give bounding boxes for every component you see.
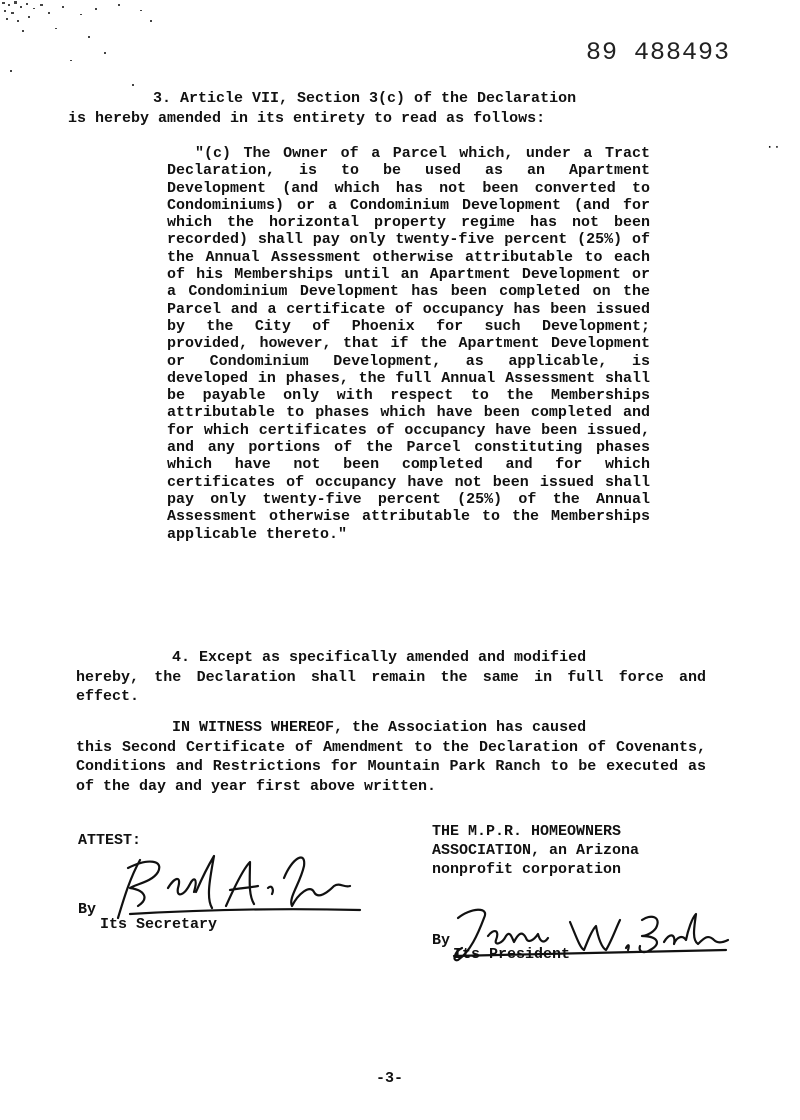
association-line-1: THE M.P.R. HOMEOWNERS	[432, 823, 622, 840]
association-line-3: nonprofit corporation	[432, 861, 622, 878]
paragraph-4-text: hereby, the Declaration shall remain the same in full force and effect.	[76, 668, 706, 705]
paragraph-3	[68, 89, 700, 128]
attest-label: ATTEST:	[78, 832, 142, 849]
secretary-by-label: By	[78, 901, 97, 918]
paragraph-4	[76, 648, 706, 707]
document-number: 89 488493	[586, 38, 731, 67]
association-block	[432, 822, 702, 879]
president-by-label: By	[432, 932, 451, 949]
quote-body: a Tract Declaration, is to be used as an Apartment Development (and which has not been converted to Condominiums) or a Condominium Development (and for which the horizontal property regime has not been recorded) shall pay only twenty-five percent (25%) of the Annual Assessment otherwise attributable to each of his Memberships until an Apartment Development or a Condominium Development has been completed on the Parcel and a certificate of occupancy has been issued by the City of Phoenix for such Development; provided, however, that if the Apartment Development or Condominium Development, as applicable, is developed in phases, the full Annual Assessment shall be payable only with respect to the Memberships attributable to phases which have been completed and for which certificates of occupancy have been issued, and any portions of the Parcel constituting phases which have not been completed and for which certificates of occupancy have not been issued shall pay only twenty-five percent (25%) of the Annual Assessment otherwise attributable to the Memberships applicable thereto."	[167, 145, 650, 543]
secretary-title: Its Secretary	[100, 916, 218, 933]
page-number: -3-	[376, 1070, 404, 1087]
paragraph-3-first-line: 3. Article VII, Section 3(c) of the Declaration	[153, 90, 577, 107]
witness-first-line: IN WITNESS WHEREOF, the Association has caused	[172, 719, 587, 736]
paragraph-3-text: is hereby amended in its entirety to read as follows:	[68, 109, 546, 127]
president-title: Its President	[453, 946, 571, 963]
scan-mark: ⋅⋅	[766, 141, 781, 155]
witness-clause	[76, 718, 706, 796]
scan-noise	[0, 0, 170, 90]
quote-opening: "(c) The Owner of a Parcel which, under	[195, 145, 571, 162]
association-line-2: ASSOCIATION, an Arizona	[432, 842, 640, 859]
paragraph-4-first-line: 4. Except as specifically amended and modified	[172, 649, 587, 666]
amended-section-quote	[167, 145, 650, 543]
witness-text: this Second Certificate of Amendment to the Declaration of Covenants, Conditions and Restrictions for Mountain Park Ranch to be executed as of the day and year first above written.	[76, 738, 706, 795]
